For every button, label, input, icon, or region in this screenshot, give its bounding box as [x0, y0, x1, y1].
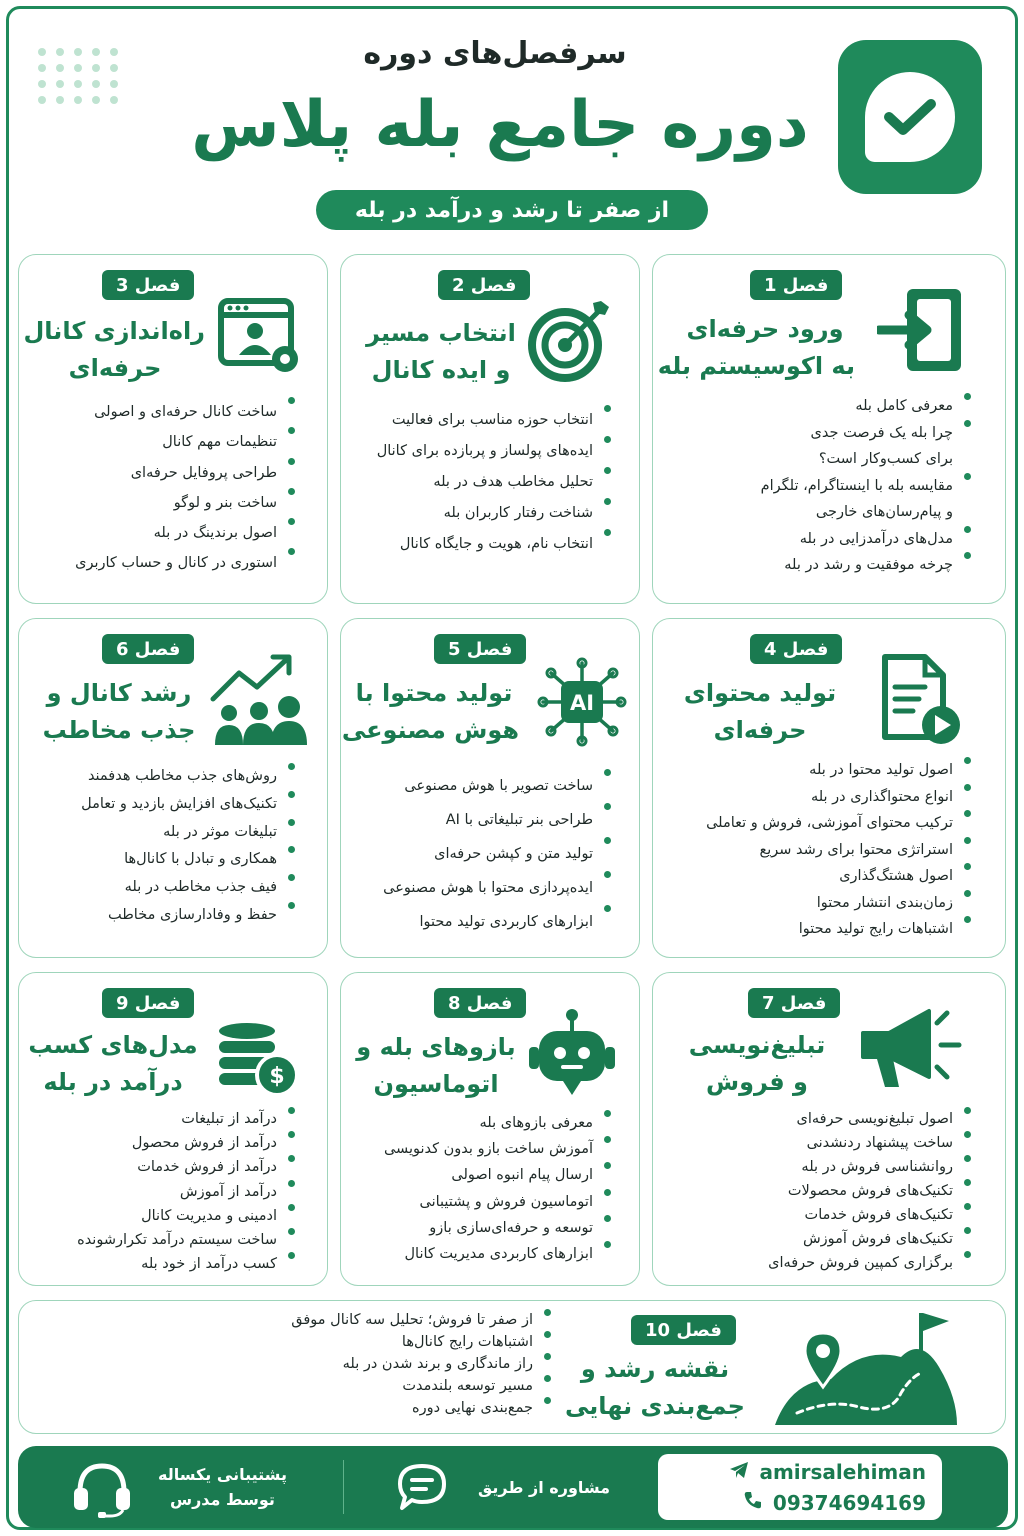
list-item: انتخاب نام، هویت و جایگاه کانال — [377, 529, 615, 560]
chapter-items — [706, 757, 975, 943]
profile-settings-window-icon — [217, 297, 303, 381]
list-item: روش‌های جذب مخاطب هدفمند — [81, 763, 299, 791]
chapter-title-line: اتوماسیون — [373, 1070, 499, 1098]
list-item: ابزارهای کاربردی تولید محتوا — [383, 905, 615, 939]
list-item: مقایسه بله با اینستاگرام، تلگرام — [761, 473, 975, 500]
list-item: تکنیک‌های فروش آموزش — [768, 1227, 975, 1251]
chapter-title-line: رشد کانال و — [46, 679, 192, 707]
map-route-flag-icon — [771, 1307, 961, 1435]
list-item: اصول تولید محتوا در بله — [706, 757, 975, 784]
chapter-card-1 — [652, 254, 1006, 604]
chapter-items — [75, 397, 299, 579]
list-item: جمع‌بندی نهایی دوره — [291, 1397, 555, 1419]
chapter-title-line: راه‌اندازی کانال — [23, 317, 205, 345]
chapter-title — [555, 1351, 755, 1425]
audience-growth-icon — [209, 651, 309, 751]
chapter-title — [677, 1027, 837, 1101]
chapter-title-line: درآمد در بله — [43, 1068, 183, 1096]
chapter-card-6 — [18, 618, 328, 958]
chat-bubble-icon — [396, 1462, 448, 1516]
chapter-title — [675, 675, 845, 749]
chapter-title — [25, 313, 205, 387]
list-item: درآمد از تبلیغات — [77, 1107, 299, 1131]
chapter-title — [25, 1027, 201, 1101]
chapter-title-line: مدل‌های کسب — [28, 1031, 198, 1059]
coins-dollar-icon — [215, 1021, 299, 1101]
chapter-title-line: حرفه‌ای — [713, 716, 807, 744]
list-item: راز ماندگاری و برند شدن در بله — [291, 1353, 555, 1375]
list-item: مدل‌های درآمدزایی در بله — [761, 526, 975, 553]
chapter-badge: فصل 8 — [434, 988, 526, 1018]
headset-icon — [70, 1458, 134, 1522]
list-item: طراحی پروفایل حرفه‌ای — [75, 458, 299, 488]
login-door-icon — [877, 285, 967, 379]
list-item: اشتباهات رایج کانال‌ها — [291, 1331, 555, 1353]
chapter-items — [291, 1309, 555, 1419]
chapter-card-5 — [340, 618, 640, 958]
chapter-badge: فصل 5 — [434, 634, 526, 664]
chapter-items — [377, 405, 615, 560]
list-item: ایده‌های پولساز و پربازده برای کانال — [377, 436, 615, 467]
chapter-title-line: ورود حرفه‌ای — [686, 315, 844, 343]
list-item: ساخت بنر و لوگو — [75, 488, 299, 518]
list-item: تحلیل مخاطب هدف در بله — [377, 467, 615, 498]
list-item: همکاری و تبادل با کانال‌ها — [81, 846, 299, 874]
chapter-badge: فصل 7 — [748, 988, 840, 1018]
ai-chip-label: AI — [569, 691, 595, 715]
chapter-title-line: و فروش — [706, 1068, 808, 1096]
chapter-title-line: تولید محتوای — [683, 679, 837, 707]
list-item: معرفی بازوهای بله — [384, 1110, 615, 1136]
list-item: مسیر توسعه بلندمدت — [291, 1375, 555, 1397]
chapter-title-line: جذب مخاطب — [42, 716, 196, 744]
list-item: شناخت رفتار کاربران بله — [377, 498, 615, 529]
list-item: فیف جذب مخاطب در بله — [81, 874, 299, 902]
list-item: ساخت تصویر با هوش مصنوعی — [383, 769, 615, 803]
chapter-title-line: حرفه‌ای — [68, 354, 162, 382]
chapter-title-line: و ایده کانال — [371, 356, 511, 384]
list-item: ارسال پیام انبوه اصولی — [384, 1162, 615, 1188]
list-item: توسعه و حرفه‌ای‌سازی بازو — [384, 1215, 615, 1241]
telegram-contact[interactable] — [729, 1460, 926, 1484]
list-item: چرخه موفقیت و رشد در بله — [761, 552, 975, 579]
tagline-pill: از صفر تا رشد و درآمد در بله — [316, 190, 708, 230]
list-item: تولید متن و کپشن حرفه‌ای — [383, 837, 615, 871]
list-item: ساخت کانال حرفه‌ای و اصولی — [75, 397, 299, 427]
list-item: درآمد از آموزش — [77, 1180, 299, 1204]
robot-icon — [527, 1007, 617, 1103]
list-item: معرفی کامل بله — [761, 393, 975, 420]
decorative-dots — [36, 48, 118, 104]
telegram-username: amirsalehiman — [759, 1460, 926, 1484]
list-item: برگزاری کمپین فروش حرفه‌ای — [768, 1251, 975, 1275]
telegram-icon — [729, 1460, 749, 1484]
support-label — [158, 1462, 287, 1512]
chapter-card-4 — [652, 618, 1006, 958]
list-item: ادمینی و مدیریت کانال — [77, 1204, 299, 1228]
footer-bar — [18, 1446, 1008, 1528]
phone-number: 09374694169 — [772, 1490, 926, 1515]
chapter-title-line: هوش مصنوعی — [341, 716, 519, 744]
list-item: تبلیغات موثر در بله — [81, 819, 299, 847]
ai-chip-icon — [537, 657, 627, 751]
list-item: طراحی بنر تبلیغاتی با AI — [383, 803, 615, 837]
chapter-card-7 — [652, 972, 1006, 1286]
chapter-title — [361, 315, 521, 389]
list-item: برای کسب‌وکار است؟ — [818, 451, 953, 467]
chapter-badge: فصل 10 — [631, 1315, 736, 1345]
list-item: تکنیک‌های فروش محصولات — [768, 1179, 975, 1203]
svg-text:$: $ — [269, 1064, 285, 1089]
chapter-title-line: تبلیغ‌نویسی — [688, 1031, 826, 1059]
consult-label: مشاوره از طریق — [478, 1478, 611, 1497]
list-item: از صفر تا فروش؛ تحلیل سه کانال موفق — [291, 1309, 555, 1331]
list-item: کسب درآمد از خود بله — [77, 1252, 299, 1276]
list-item: درآمد از فروش خدمات — [77, 1155, 299, 1179]
list-item: ساخت پیشنهاد ردنشدنی — [768, 1131, 975, 1155]
chapter-title-line: انتخاب مسیر — [366, 319, 516, 347]
chapter-title — [657, 311, 855, 385]
list-item: چرا بله یک فرصت جدی — [761, 420, 975, 447]
list-item: تنظیمات مهم کانال — [75, 427, 299, 457]
chapter-card-8 — [340, 972, 640, 1286]
chapter-title — [351, 1029, 521, 1103]
chapter-badge: فصل 3 — [102, 270, 194, 300]
contact-box — [658, 1454, 942, 1520]
support-line: پشتیبانی یکساله — [158, 1465, 287, 1484]
list-item: اصول برندینگ در بله — [75, 518, 299, 548]
bale-logo — [838, 40, 982, 194]
chapter-card-2 — [340, 254, 640, 604]
chapter-title — [29, 675, 209, 749]
chapter-card-10 — [18, 1300, 1006, 1434]
list-item: انتخاب حوزه مناسب برای فعالیت — [377, 405, 615, 436]
chapter-title-line: نقشه رشد و — [580, 1355, 730, 1383]
megaphone-icon — [855, 1003, 967, 1099]
chapter-badge: فصل 9 — [102, 988, 194, 1018]
list-item: ساخت سیستم درآمد تکرارشونده — [77, 1228, 299, 1252]
chapter-items — [383, 769, 615, 939]
chapter-title-line: جمع‌بندی نهایی — [565, 1392, 745, 1420]
list-item: اتوماسیون فروش و پشتیبانی — [384, 1189, 615, 1215]
chapter-title-line: به اکوسیستم بله — [657, 352, 855, 380]
list-item: اشتباهات رایج تولید محتوا — [706, 916, 975, 943]
list-item: درآمد از فروش محصول — [77, 1131, 299, 1155]
phone-contact[interactable] — [743, 1490, 926, 1515]
chapter-title-line: بازوهای بله و — [356, 1033, 516, 1061]
chapter-badge: فصل 2 — [438, 270, 530, 300]
chapter-card-9 — [18, 972, 328, 1286]
footer-divider — [343, 1460, 344, 1514]
chapter-title-line: تولید محتوا با — [355, 679, 513, 707]
list-item: حفظ و وفادارسازی مخاطب — [81, 902, 299, 930]
phone-icon — [743, 1490, 763, 1515]
list-item: آموزش ساخت بازو بدون کدنویسی — [384, 1136, 615, 1162]
document-play-icon — [879, 653, 963, 749]
support-line: توسط مدرس — [170, 1490, 275, 1509]
list-item: روانشناسی فروش در بله — [768, 1155, 975, 1179]
chapter-badge: فصل 6 — [102, 634, 194, 664]
check-icon — [865, 72, 955, 162]
list-item: ایده‌پردازی محتوا با هوش مصنوعی — [383, 871, 615, 905]
chapter-title — [341, 675, 519, 749]
chapter-badge: فصل 4 — [750, 634, 842, 664]
list-item: ترکیب محتوای آموزشی، فروش و تعاملی — [706, 810, 975, 837]
chapter-badge: فصل 1 — [750, 270, 842, 300]
chapter-items — [761, 393, 975, 579]
chapter-items — [768, 1107, 975, 1275]
list-item: و پیام‌رسان‌های خارجی — [815, 504, 953, 520]
list-item: ابزارهای کاربردی مدیریت کانال — [384, 1241, 615, 1267]
list-item: تکنیک‌های افزایش بازدید و تعامل — [81, 791, 299, 819]
chapter-items — [81, 763, 299, 930]
list-item: زمان‌بندی انتشار محتوا — [706, 890, 975, 917]
chapter-items — [384, 1110, 615, 1267]
chapter-items — [77, 1107, 299, 1276]
list-item: استوری در کانال و حساب کاربری — [75, 548, 299, 578]
page-title: دوره جامع بله پلاس — [191, 88, 809, 162]
list-item: انواع محتواگذاری در بله — [706, 784, 975, 811]
list-item: استراتژی محتوا برای رشد سریع — [706, 837, 975, 864]
chapter-card-3 — [18, 254, 328, 604]
list-item: تکنیک‌های فروش خدمات — [768, 1203, 975, 1227]
list-item: اصول تبلیغ‌نویسی حرفه‌ای — [768, 1107, 975, 1131]
list-item: اصول هشتگ‌گذاری — [706, 863, 975, 890]
target-arrow-icon — [527, 299, 611, 387]
page-subtitle: سرفصل‌های دوره — [363, 36, 627, 71]
